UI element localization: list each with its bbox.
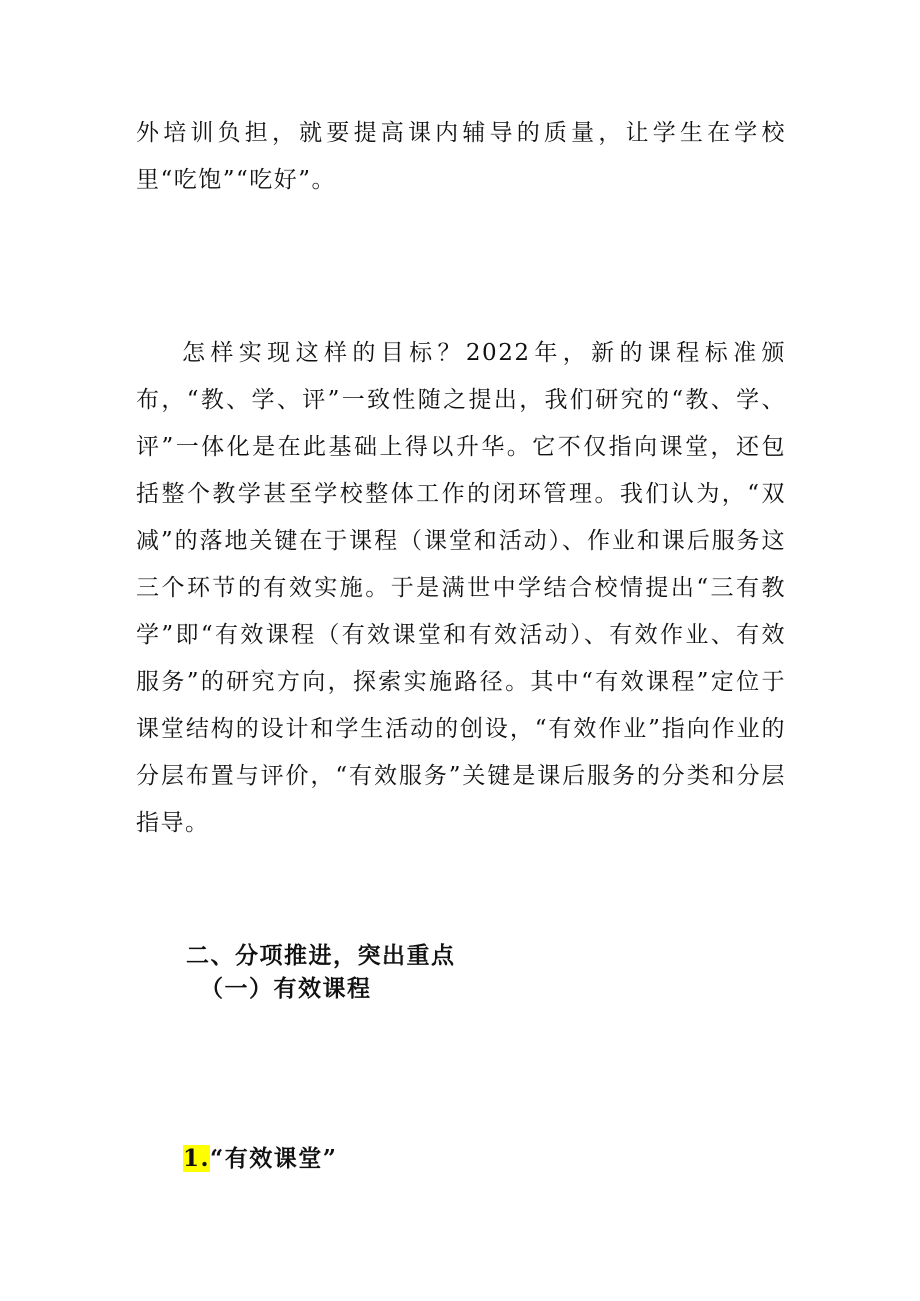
paragraph-continuation: 外培训负担，就要提高课内辅导的质量，让学生在学校里“吃饱”“吃好”。	[136, 120, 786, 193]
item-heading	[183, 1144, 337, 1174]
item-title: “有效课堂”	[210, 1145, 338, 1172]
paragraph-goals: 怎样实现这样的目标？2022年，新的课程标准颁布，“教、学、评”一致性随之提出，我们研究的“教、学、评”一体化是在此基础上得以升华。它不仅指向课堂，还包括整个教学甚至学校整体工作的闭环管理。我们认为，“双减”的落地关键在于课程（课堂和活动）、作业和课后服务这三个环节的有效实施。于是满世中学结合校情提出“三有教学”即“有效课程（有效课堂和有效活动）、有效作业、有效服务”的研究方向，探索实施路径。其中“有效课程”定位于课堂结构的设计和学生活动的创设，“有效作业”指向作业的分层布置与评价，“有效服务”关键是课后服务的分类和分层指导。	[136, 340, 786, 836]
subsection-heading: （一）有效课程	[200, 975, 372, 1002]
item-number-highlighted: 1.	[183, 1145, 211, 1172]
section-heading: 二、分项推进，突出重点	[186, 942, 456, 969]
